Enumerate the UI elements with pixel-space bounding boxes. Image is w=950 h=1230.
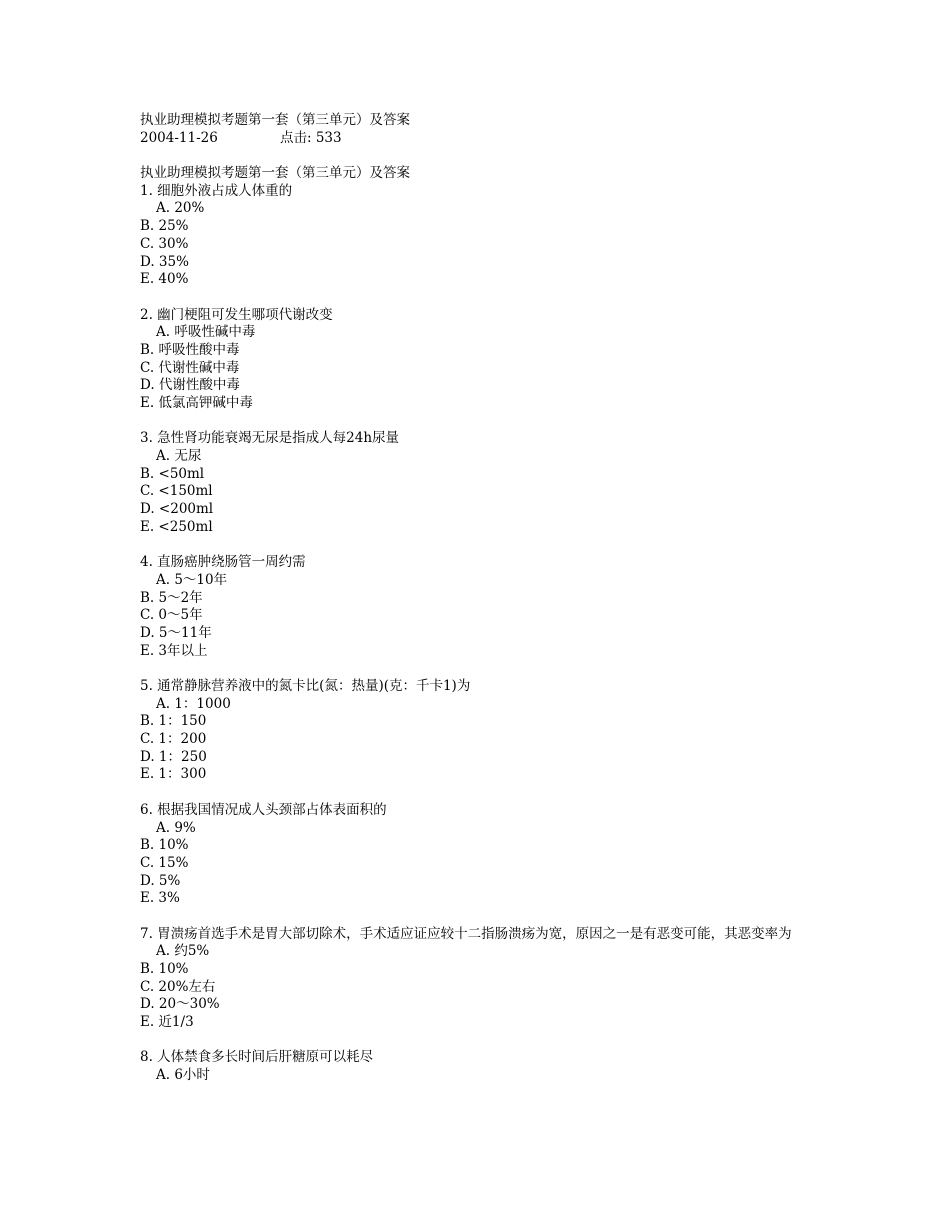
click-count: 点击: 533: [280, 129, 342, 146]
answer-option: E. 3%: [140, 890, 180, 907]
question-stem: 2. 幽门梗阻可发生哪项代谢改变: [140, 306, 333, 323]
answer-option: C. 30%: [140, 235, 189, 252]
answer-option: E. 40%: [140, 271, 189, 288]
answer-option: C. <150ml: [140, 483, 213, 500]
answer-option: E. 3年以上: [140, 642, 208, 659]
answer-option: A. 20%: [156, 200, 205, 217]
question-list: [140, 183, 840, 1085]
answer-option: E. 近1/3: [140, 1014, 194, 1031]
answer-option: A. 1：1000: [156, 695, 231, 712]
answer-option: B. 25%: [140, 218, 189, 235]
spacer: [140, 1032, 840, 1050]
spacer: [140, 908, 840, 926]
header-title: 执业助理模拟考题第一套（第三单元）及答案: [140, 112, 410, 128]
question-stem: 4. 直肠癌肿绕肠管一周约需: [140, 554, 306, 571]
document-page: [140, 112, 840, 1085]
question-block: [140, 926, 840, 1050]
answer-option: B. 10%: [140, 837, 189, 854]
question-stem: 5. 通常静脉营养液中的氮卡比(氮：热量)(克：千卡1)为: [140, 678, 471, 694]
question-stem: 3. 急性肾功能衰竭无尿是指成人每24h尿量: [140, 430, 400, 447]
answer-option: C. 20%左右: [140, 978, 216, 995]
answer-option: B. 呼吸性酸中毒: [140, 341, 240, 358]
answer-option: D. 1：250: [140, 748, 207, 765]
question-stem: 6. 根据我国情况成人头颈部占体表面积的: [140, 801, 387, 818]
answer-option: B. 10%: [140, 961, 189, 978]
publish-date: 2004-11-26: [140, 129, 218, 146]
answer-option: A. 约5%: [156, 943, 210, 960]
question-stem: 8. 人体禁食多长时间后肝糖原可以耗尽: [140, 1049, 374, 1066]
answer-option: E. <250ml: [140, 518, 213, 535]
answer-option: C. 15%: [140, 854, 189, 871]
answer-option: A. 呼吸性碱中毒: [156, 324, 256, 341]
question-block: [140, 307, 840, 431]
question-stem: 7. 胃溃疡首选手术是胃大部切除术，手术适应证应较十二指肠溃疡为宽，原因之一是有恶变可能，其恶变率为: [140, 925, 792, 942]
question-block: [140, 802, 840, 926]
answer-option: B. 1：150: [140, 713, 207, 730]
answer-option: A. 9%: [156, 819, 196, 836]
question-block: [140, 554, 840, 678]
answer-option: D. 35%: [140, 253, 189, 270]
spacer: [140, 147, 840, 165]
question-block: [140, 678, 840, 802]
answer-option: D. 5%: [140, 872, 181, 889]
answer-option: A. 6小时: [156, 1067, 210, 1084]
spacer: [140, 289, 840, 307]
question-block: [140, 183, 840, 307]
spacer: [140, 537, 840, 555]
answer-option: D. <200ml: [140, 501, 214, 518]
answer-option: A. 无尿: [156, 448, 202, 465]
header-meta: [140, 130, 840, 148]
answer-option: E. 低氯高钾碱中毒: [140, 395, 253, 411]
answer-option: C. 1：200: [140, 731, 207, 748]
answer-option: B. <50ml: [140, 465, 205, 482]
question-block: [140, 1049, 840, 1084]
document-title: 执业助理模拟考题第一套（第三单元）及答案: [140, 165, 410, 182]
question-stem: 1. 细胞外液占成人体重的: [140, 182, 293, 199]
answer-option: D. 5～11年: [140, 624, 212, 641]
spacer: [140, 413, 840, 431]
answer-option: B. 5～2年: [140, 589, 203, 606]
answer-option: C. 0～5年: [140, 607, 203, 624]
answer-option: A. 5～10年: [156, 571, 228, 588]
answer-option: D. 20～30%: [140, 996, 220, 1013]
spacer: [140, 784, 840, 802]
spacer: [140, 660, 840, 678]
question-block: [140, 430, 840, 554]
answer-option: D. 代谢性酸中毒: [140, 377, 240, 394]
answer-option: C. 代谢性碱中毒: [140, 359, 240, 376]
answer-option: E. 1：300: [140, 766, 207, 783]
